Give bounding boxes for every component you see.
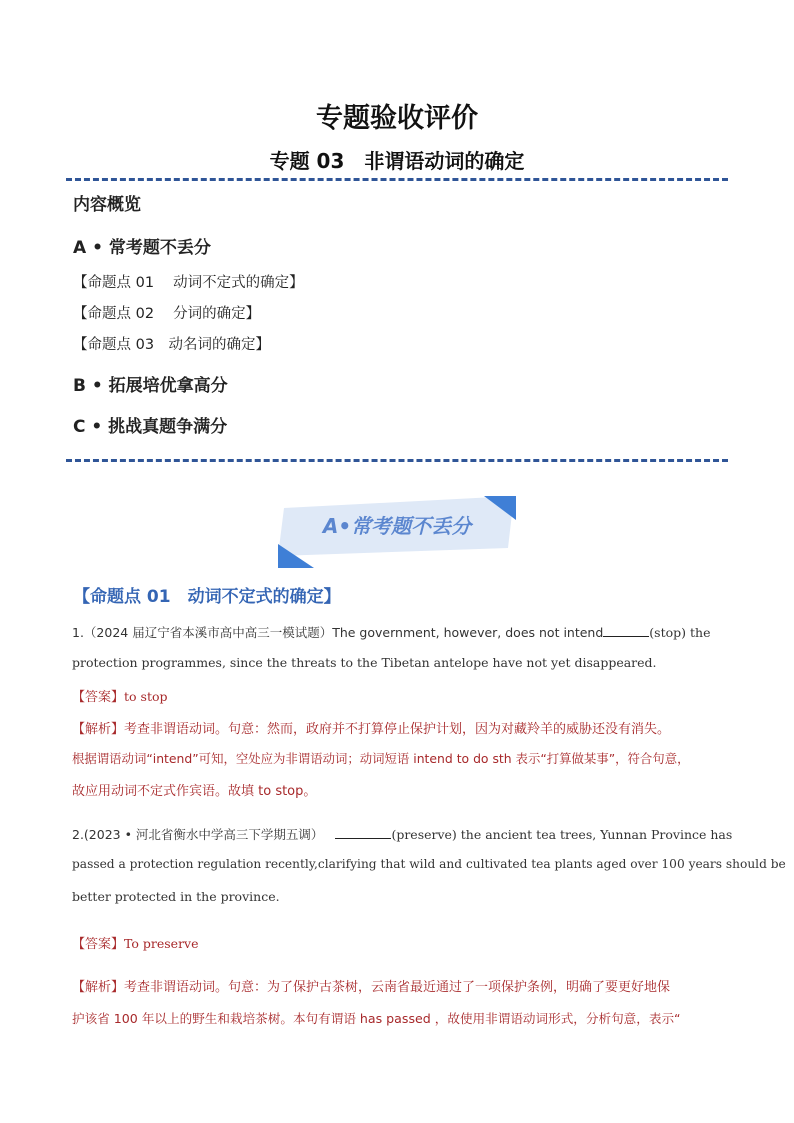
- question-2-analysis-line-1: 【解析】考查非谓语动词。句意：为了保护古茶树，云南省最近通过了一项保护条例，明确了要更好地保: [72, 980, 671, 995]
- page-title: 专题验收评价: [316, 103, 478, 134]
- question-1-line-1: 1.（2024 届辽宁省本溪市高中高三一模试题）The government, however, does not intend (stop) the: [72, 625, 711, 640]
- overview-point-3: 【命题点 03 动名词的确定】: [73, 337, 271, 353]
- question-2-line-2: passed a protection regulation recently,clarifying that wild and cultivated tea plants aged over 100 years should be: [72, 857, 786, 871]
- question-2-line-3: better protected in the province.: [72, 889, 280, 904]
- overview-section-a: A • 常考题不丢分: [73, 238, 211, 258]
- question-1-line-2: protection programmes, since the threats to the Tibetan antelope have not yet disappeared.: [72, 655, 657, 670]
- question-2-answer: 【答案】To preserve: [72, 936, 199, 952]
- section-banner-label: A•常考题不丢分: [322, 514, 472, 538]
- dashed-divider-bottom: [66, 459, 728, 462]
- overview-section-b: B • 拓展培优拿高分: [73, 376, 228, 396]
- dashed-divider-top: [66, 178, 728, 181]
- overview-title: 内容概览: [73, 195, 141, 215]
- question-2-line-1: 2.(2023 • 河北省衡水中学高三下学期五调） (preserve) the ancient tea trees, Yunnan Province has: [72, 827, 733, 842]
- question-1-answer: 【答案】to stop: [72, 689, 168, 705]
- question-1-analysis-line-2: 根据谓语动词“intend”可知，空处应为非谓语动词；动词短语 intend to do sth 表示“打算做某事”，符合句意，: [72, 751, 690, 766]
- overview-point-1: 【命题点 01 动词不定式的确定】: [73, 275, 304, 291]
- page-subtitle: 专题 03 非谓语动词的确定: [269, 149, 525, 173]
- knowledge-point-title: 【命题点 01 动词不定式的确定】: [73, 587, 341, 607]
- overview-point-2: 【命题点 02 分词的确定】: [73, 306, 261, 322]
- answer-blank[interactable]: [603, 636, 649, 637]
- question-1-analysis-line-1: 【解析】考查非谓语动词。句意：然而，政府并不打算停止保护计划，因为对藏羚羊的威胁还没有消失。: [72, 722, 671, 737]
- question-2-analysis-line-2: 护该省 100 年以上的野生和栽培茶树。本句有谓语 has passed ，故使用非谓语动词形式，分析句意，表示“: [72, 1011, 681, 1026]
- overview-section-c: C • 挑战真题争满分: [73, 417, 228, 437]
- answer-blank[interactable]: [335, 838, 391, 839]
- question-1-analysis-line-3: 故应用动词不定式作宾语。故填 to stop。: [72, 784, 317, 799]
